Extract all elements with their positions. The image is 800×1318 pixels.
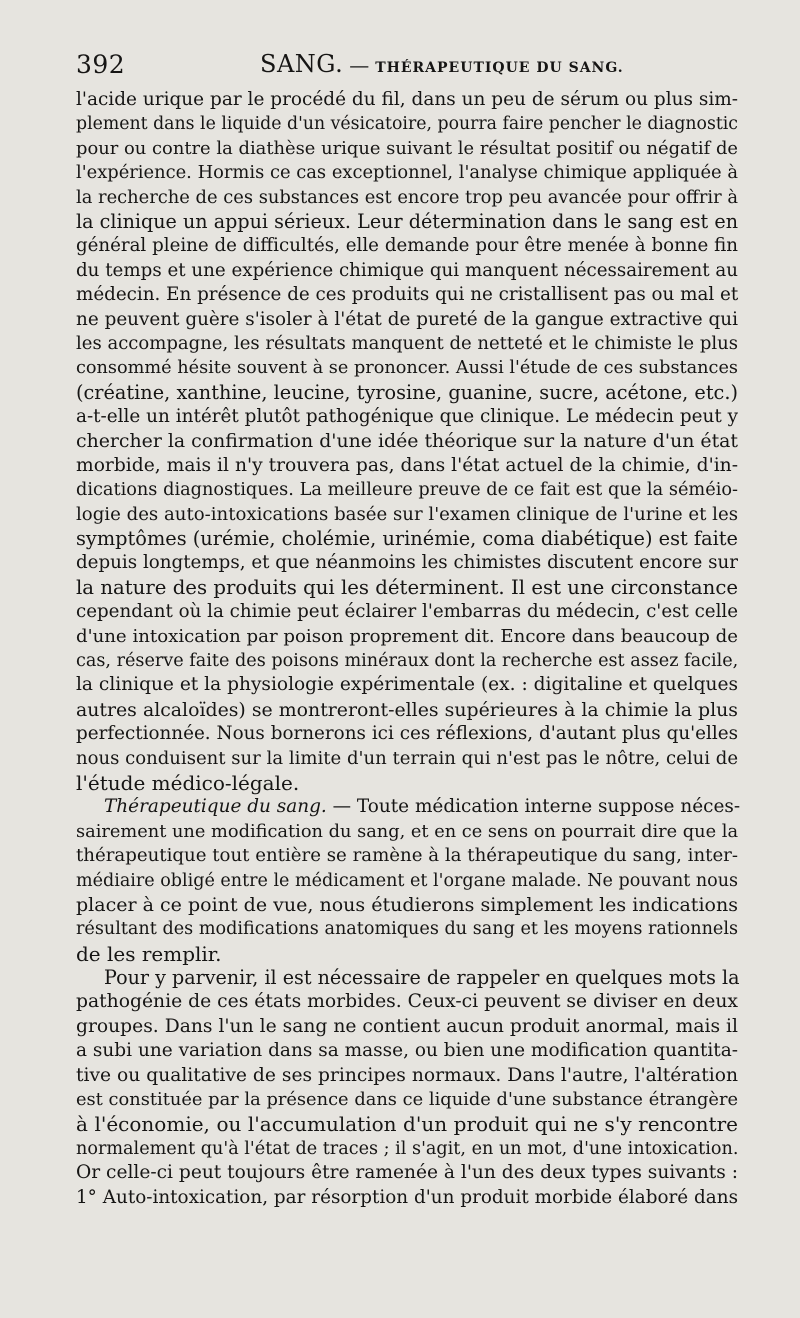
text-line: l'acide urique par le procédé du fil, dans un peu de sérum ou plus sim- bbox=[76, 89, 738, 110]
text-line: 1° Auto-intoxication, par résorption d'un produit morbide élaboré dans bbox=[76, 1186, 738, 1208]
text-line: Pour y parvenir, il est nécessaire de rappeler en quelques mots la bbox=[104, 966, 740, 990]
text-line: a-t-elle un intérêt plutôt pathogénique que clinique. Le médecin peut y bbox=[76, 406, 738, 428]
section-first-line bbox=[76, 795, 741, 819]
text-line: groupes. Dans l'un le sang ne contient aucun produit anormal, mais il bbox=[76, 1015, 738, 1037]
text-line: la clinique un appui sérieux. Leur détermination dans le sang est en bbox=[76, 209, 738, 233]
text-line: d'une intoxication par poison proprement dit. Encore dans beaucoup de bbox=[76, 625, 738, 647]
text-line: dications diagnostiques. La meilleure preuve de ce fait est que la séméio- bbox=[76, 480, 738, 501]
text-line: médecin. En présence de ces produits qui ne cristallisent pas ou mal et bbox=[76, 284, 739, 306]
text-line: à l'économie, ou l'accumulation d'un produit qui ne s'y rencontre bbox=[76, 1112, 738, 1137]
section-heading: Thérapeutique du sang. bbox=[104, 796, 327, 818]
text-line: résultant des modifications anatomiques du sang et les moyens rationnels bbox=[76, 919, 738, 940]
text-line: de les remplir. bbox=[76, 941, 222, 966]
text-line: morbide, mais il n'y trouvera pas, dans l'état actuel de la chimie, d'in- bbox=[76, 454, 738, 476]
text-line: l'expérience. Hormis ce cas exceptionnel, l'analyse chimique appliquée à bbox=[76, 162, 738, 184]
text-line: la nature des produits qui les déterminent. Il est une circonstance bbox=[76, 575, 738, 599]
text-line: thérapeutique tout entière se ramène à la thérapeutique du sang, inter- bbox=[76, 845, 738, 867]
running-title-dash: — bbox=[349, 53, 370, 77]
text-line: médiaire obligé entre le médicament et l'organe malade. Ne pouvant nous bbox=[76, 870, 738, 891]
running-title-sub: THÉRAPEUTIQUE DU SANG. bbox=[375, 60, 624, 76]
section-heading-rest: — Toute médication interne suppose néces- bbox=[326, 796, 741, 818]
text-line: cependant où la chimie peut éclairer l'embarras du médecin, c'est celle bbox=[76, 601, 739, 623]
text-line: depuis longtemps, et que néanmoins les chimistes discutent encore sur bbox=[76, 552, 738, 574]
text-line: tive ou qualitative de ses principes normaux. Dans l'autre, l'altération bbox=[76, 1064, 738, 1086]
text-line: a subi une variation dans sa masse, ou bien une modification quantita- bbox=[76, 1040, 738, 1062]
text-line: plement dans le liquide d'un vésicatoire, pourra faire pencher le diagnostic bbox=[76, 114, 738, 135]
text-line: général pleine de difficultés, elle demande pour être menée à bonne fin bbox=[76, 235, 738, 257]
text-line: les accompagne, les résultats manquent de netteté et le chimiste le plus bbox=[76, 332, 738, 354]
text-line: chercher la confirmation d'une idée théorique sur la nature d'un état bbox=[76, 430, 738, 453]
text-line: (créatine, xanthine, leucine, tyrosine, guanine, sucre, acétone, etc.) bbox=[76, 380, 738, 404]
text-line: cas, réserve faite des poisons minéraux dont la recherche est assez facile, bbox=[76, 650, 739, 671]
text-line: l'étude médico-légale. bbox=[76, 770, 300, 795]
running-head bbox=[76, 50, 740, 90]
text-line: perfectionnée. Nous bornerons ici ces réflexions, d'autant plus qu'elles bbox=[76, 723, 738, 745]
text-line: ne peuvent guère s'isoler à l'état de pureté de la gangue extractive qui bbox=[76, 308, 738, 330]
text-line: placer à ce point de vue, nous étudierons simplement les indications bbox=[76, 893, 738, 916]
text-line: logie des auto-intoxications basée sur l'examen clinique de l'urine et les bbox=[76, 503, 738, 525]
text-line: est constituée par la présence dans ce liquide d'une substance étrangère bbox=[76, 1089, 738, 1111]
page-number: 392 bbox=[76, 50, 126, 79]
text-line: la recherche de ces substances est encore trop peu avancée pour offrir à bbox=[76, 186, 738, 208]
text-line: consommé hésite souvent à se prononcer. Aussi l'étude de ces substances bbox=[76, 358, 738, 379]
text-line: la clinique et la physiologie expérimentale (ex. : digitaline et quelques bbox=[76, 674, 738, 696]
text-line: symptômes (urémie, cholémie, urinémie, coma diabétique) est faite bbox=[76, 527, 738, 551]
text-line: pour ou contre la diathèse urique suivant le résultat positif ou négatif de bbox=[76, 137, 738, 159]
running-title bbox=[260, 50, 624, 78]
text-line: normalement qu'à l'état de traces ; il s'agit, en un mot, d'une intoxication. bbox=[76, 1138, 739, 1159]
text-line: Or celle-ci peut toujours être ramenée à l'un des deux types suivants : bbox=[76, 1162, 738, 1184]
text-line: nous conduisent sur la limite d'un terrain qui n'est pas le nôtre, celui de bbox=[76, 747, 738, 769]
text-line: autres alcaloïdes) se montreront-elles supérieures à la chimie la plus bbox=[76, 698, 738, 721]
body-text bbox=[76, 88, 741, 1210]
running-title-main: SANG. bbox=[260, 50, 344, 78]
text-line: du temps et une expérience chimique qui manquent nécessairement au bbox=[76, 259, 738, 281]
text-line: pathogénie de ces états morbides. Ceux-ci peuvent se diviser en deux bbox=[76, 991, 738, 1013]
text-line: sairement une modification du sang, et en ce sens on pourrait dire que la bbox=[76, 821, 739, 842]
